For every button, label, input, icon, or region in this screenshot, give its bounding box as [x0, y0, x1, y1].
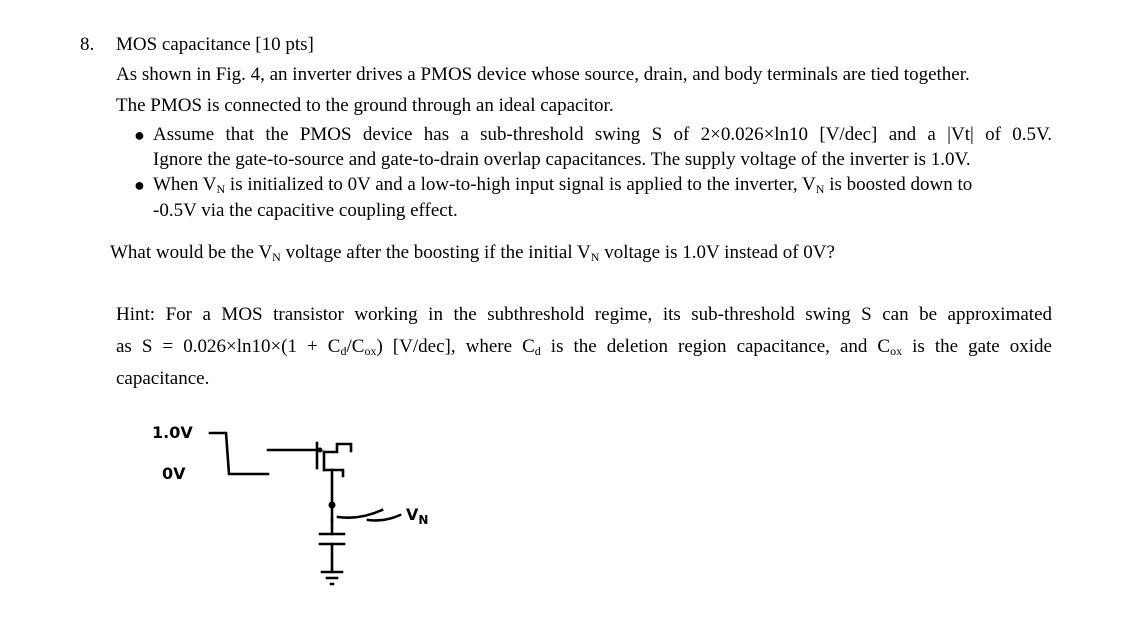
bullet-2-line-1: When $V_N$ is initialized to 0V and a low-to-high input signal is applied to the inverter, $V_N$ is boosted down to [153, 174, 973, 196]
bullet-2-line-2: -0.5V via the capacitive coupling effect. [153, 200, 458, 221]
intro-line-1: As shown in Fig. 4, an inverter drives a PMOS device whose source, drain, and body terminals are tied together. [116, 64, 970, 85]
ground-symbol [322, 572, 342, 584]
hint-line-1: Hint: For a MOS transistor working in the subthreshold regime, its sub-threshold swing S can be approximated [116, 304, 1052, 325]
bullet-1-line-2: Ignore the gate-to-source and gate-to-drain overlap capacitances. The supply voltage of the inverter is 1.0V. [153, 149, 971, 170]
pmos-source-drain [324, 444, 351, 452]
label-high-voltage: 1.0V [152, 423, 193, 442]
intro-line-2: The PMOS is connected to the ground through an ideal capacitor. [116, 95, 614, 116]
hint-line-3: capacitance. [116, 368, 210, 389]
question-title: MOS capacitance [10 pts] [116, 34, 314, 55]
question-number: 8. [80, 34, 95, 55]
node-pointer [338, 510, 400, 520]
bullet-marker: ● [134, 175, 145, 195]
question-prompt: What would be the $V_N$ voltage after the boosting if the initial $V_N$ voltage is 1.0V instead of 0V? [110, 242, 835, 264]
pmos-bubble [318, 448, 323, 453]
label-low-voltage: 0V [162, 464, 186, 483]
hint-line-2: as $S = 0.026\times\ln 10\times(1 + C_d/C_{ox})$ [V/dec], where $C_d$ is the deletion region capacitance, and $C_{ox}$ is the gate oxide [116, 336, 1052, 358]
bullet-marker: ● [134, 125, 145, 145]
node-dot [329, 502, 336, 509]
input-step-waveform [210, 433, 268, 474]
pmos-body-tie [324, 470, 343, 476]
label-node-vn: $V_N$ [406, 505, 429, 527]
bullet-1-line-1: Assume that the PMOS device has a sub-threshold swing S of 2×0.026×ln10 [V/dec] and a |Vt| of 0.5V. [153, 124, 1052, 145]
